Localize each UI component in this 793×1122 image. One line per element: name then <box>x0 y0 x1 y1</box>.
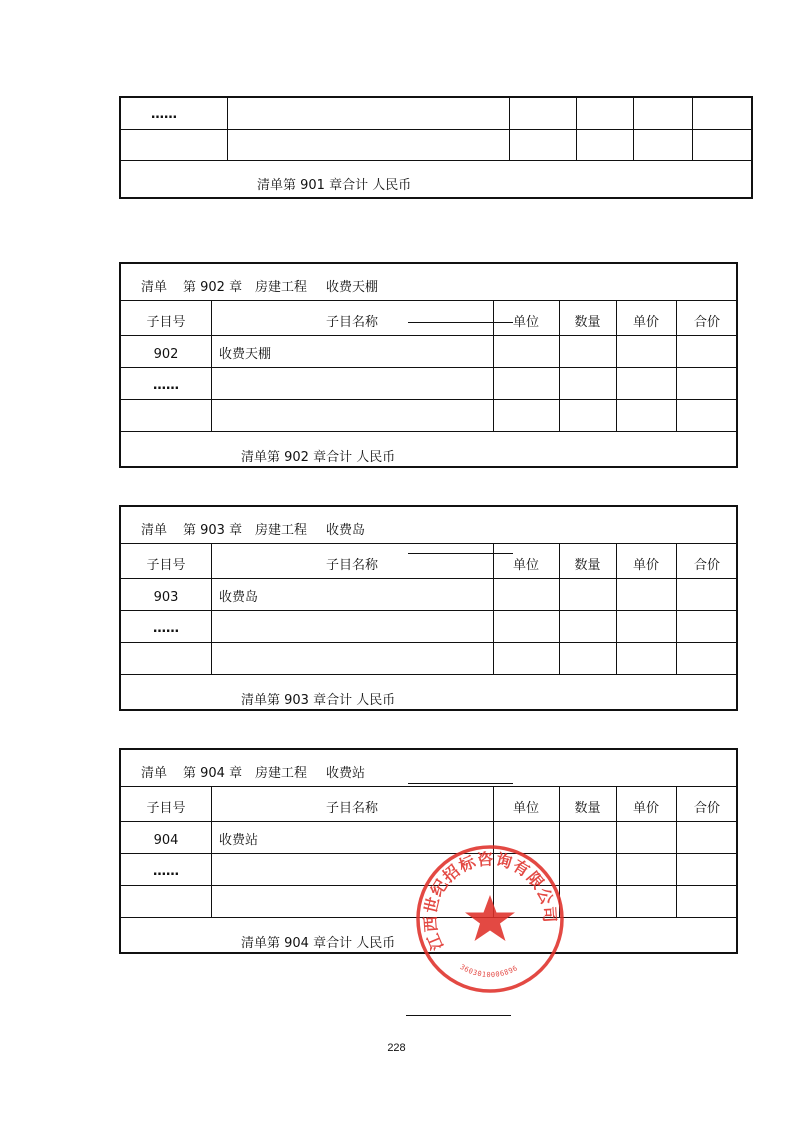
ellipsis-cell: …… <box>153 621 179 636</box>
title-underline <box>408 783 513 784</box>
row-item-name: 收费岛 <box>219 590 259 605</box>
ellipsis-cell: …… <box>153 864 179 879</box>
header-total-price: 合价 <box>693 558 720 573</box>
header-total-price: 合价 <box>693 315 720 330</box>
row-divider <box>121 399 736 400</box>
header-quantity: 数量 <box>574 558 601 573</box>
table-total-label: 清单第 904 章合计 人民币 <box>241 936 396 951</box>
row-item-name: 收费天棚 <box>219 347 272 362</box>
title-underline <box>408 553 513 554</box>
header-item-no: 子目号 <box>146 801 186 816</box>
header-quantity: 数量 <box>574 801 601 816</box>
row-divider <box>121 610 736 611</box>
star-icon <box>465 895 515 941</box>
header-quantity: 数量 <box>574 315 601 330</box>
company-seal <box>414 843 566 995</box>
row-item-no: 903 <box>153 590 179 605</box>
row-item-no: 902 <box>153 347 179 362</box>
table-title-category: 房建工程 <box>255 766 308 781</box>
row-divider <box>121 335 736 336</box>
row-divider <box>121 674 736 675</box>
header-unit-price: 单价 <box>632 315 659 330</box>
table-title-category: 房建工程 <box>255 280 308 295</box>
table-title-item: 收费岛 <box>326 523 366 538</box>
row-divider <box>121 300 736 301</box>
row-divider <box>121 160 751 161</box>
table-903 <box>119 505 738 711</box>
svg-text:江西世纪招标咨询有限公司: 江西世纪招标咨询有限公司 <box>420 849 560 954</box>
header-unit: 单位 <box>512 801 539 816</box>
table-title-qingdan: 清单 <box>141 766 168 781</box>
ellipsis-cell: …… <box>153 378 179 393</box>
table-901-fragment <box>119 96 753 199</box>
row-divider <box>121 578 736 579</box>
table-902 <box>119 262 738 468</box>
svg-text:3603010006896: 3603010006896 <box>458 962 520 980</box>
row-item-no: 904 <box>153 833 179 848</box>
table-title-chapter: 第 903 章 <box>183 523 243 538</box>
table-title-item: 收费站 <box>326 766 366 781</box>
header-item-name: 子目名称 <box>325 801 378 816</box>
row-divider <box>121 786 736 787</box>
header-unit-price: 单价 <box>632 558 659 573</box>
page-number: 228 <box>387 1042 406 1054</box>
table-total-label: 清单第 901 章合计 人民币 <box>257 178 412 193</box>
table-total-label: 清单第 902 章合计 人民币 <box>241 450 396 465</box>
row-item-name: 收费站 <box>219 833 259 848</box>
header-item-name: 子目名称 <box>325 315 378 330</box>
row-divider <box>121 431 736 432</box>
row-divider <box>121 129 751 130</box>
header-item-no: 子目号 <box>146 558 186 573</box>
row-divider <box>121 367 736 368</box>
signature-underline <box>406 1015 511 1016</box>
table-total-label: 清单第 903 章合计 人民币 <box>241 693 396 708</box>
table-title-chapter: 第 902 章 <box>183 280 243 295</box>
header-item-name: 子目名称 <box>325 558 378 573</box>
header-item-no: 子目号 <box>146 315 186 330</box>
row-divider <box>121 821 736 822</box>
table-title-item: 收费天棚 <box>326 280 379 295</box>
table-title-qingdan: 清单 <box>141 523 168 538</box>
row-divider <box>121 543 736 544</box>
row-divider <box>121 642 736 643</box>
ellipsis-cell: …… <box>151 107 177 122</box>
table-title-chapter: 第 904 章 <box>183 766 243 781</box>
header-unit: 单位 <box>512 558 539 573</box>
header-unit: 单位 <box>512 315 539 330</box>
table-title-qingdan: 清单 <box>141 280 168 295</box>
table-title-category: 房建工程 <box>255 523 308 538</box>
header-total-price: 合价 <box>693 801 720 816</box>
header-unit-price: 单价 <box>632 801 659 816</box>
